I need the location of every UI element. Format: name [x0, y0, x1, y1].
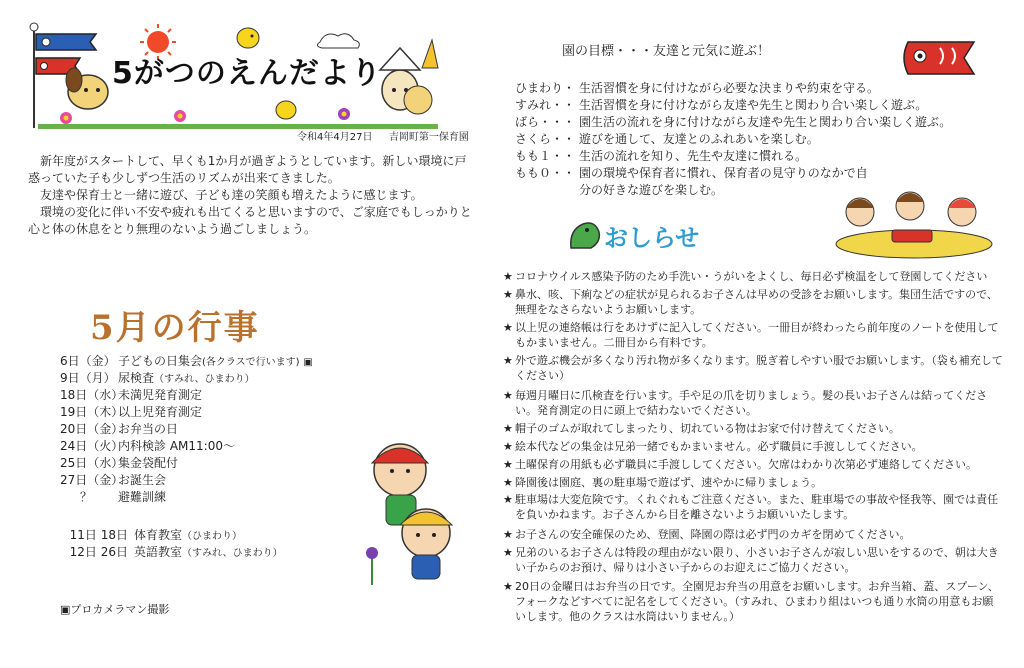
goal-row	[515, 97, 927, 114]
goal-text: 園の環境や保育者に慣れ、保育者の見守りのなかで自分の好きな遊びを楽しむ。	[579, 166, 868, 197]
school-name: 吉岡町第一保育園	[388, 132, 469, 143]
newsletter-title: 5がつのえんだより	[112, 56, 382, 91]
event-date: 25日（水）	[60, 456, 124, 470]
intro-paragraph: 新年度がスタートして、早くも1か月が過ぎようとしています。新しい環境に戸惑っていた子も少しずつ生活のリズムが出来てきました。	[28, 154, 467, 185]
flower-icon	[60, 112, 72, 124]
event-name: 子どもの日集会	[118, 354, 203, 368]
event-note: （すみれ、ひまわり）	[154, 374, 255, 385]
issue-date: 令和4年4月27日	[297, 132, 373, 143]
chick-icon	[276, 101, 296, 119]
goal-class: もも１・・	[515, 149, 576, 163]
event-row	[60, 369, 255, 386]
event-date: 27日（金）	[60, 473, 124, 487]
event-name: 内科検診 AM11:00～	[118, 439, 235, 453]
star-bullet-icon: ★	[503, 476, 513, 489]
dog-icon	[66, 68, 108, 109]
goal-heading: 園の目標・・・友達と元気に遊ぶ！	[562, 44, 771, 59]
star-bullet-icon: ★	[503, 321, 513, 334]
star-bullet-icon: ★	[503, 528, 513, 541]
star-bullet-icon: ★	[503, 270, 513, 283]
event-note: （ひまわり）	[182, 531, 243, 542]
camera-icon: ▣	[303, 357, 313, 368]
child-icon	[896, 192, 924, 220]
goal-row	[515, 131, 819, 148]
event-name: 未満児発育測定	[118, 388, 203, 402]
event-date: 12日 26日	[69, 545, 128, 559]
notice-item: ★ 毎週月曜日に爪検査を行います。手や足の爪を切りましょう。髪の長いお子さんは結ってください。発育測定の日に頭上で結わないでください。	[503, 389, 988, 417]
koinobori-icon	[904, 42, 974, 74]
goal-text: 生活習慣を身に付けながら友達や先生と関わり合い楽しく遊ぶ。	[579, 98, 928, 112]
event-row	[60, 488, 166, 505]
star-bullet-icon: ★	[503, 440, 513, 453]
notice-item: ★ 以上児の連絡帳は行をあけずに記入してください。一冊目が終わったら前年度のノートを使用してもかまいません。二冊目から有料です。	[503, 321, 999, 349]
event-date: 18日（水）	[60, 388, 124, 402]
photo-note	[60, 601, 169, 617]
event-row	[60, 526, 242, 543]
notice-item: ★ 土曜保育の用紙も必ず職員に手渡ししてください。欠席はわかり次第必ず連絡してください。	[503, 458, 977, 471]
camera-icon: ▣	[60, 603, 71, 616]
event-row	[60, 420, 178, 437]
event-date: ？	[79, 490, 92, 504]
goal-row	[515, 114, 951, 131]
goal-text: 生活の流れを知り、先生や友達に慣れる。	[579, 149, 808, 163]
event-name: 体育教室	[134, 528, 183, 542]
star-bullet-icon: ★	[503, 389, 513, 402]
goal-class: ばら・・・	[515, 115, 576, 129]
goal-row	[515, 148, 807, 165]
lunchbox-icon	[892, 230, 932, 242]
event-row	[60, 543, 283, 560]
event-date: 9日（月）	[60, 371, 116, 385]
star-bullet-icon: ★	[503, 580, 513, 593]
child-icon	[948, 198, 976, 226]
event-note: (各クラスで行います)	[202, 357, 300, 368]
notice-item: ★ 20日の金曜日はお弁当の日です。全園児お弁当の用意をお願いします。お弁当箱、蓋、スプーン、フォークなどすべてに記名をしてください。（すみれ、ひまわり組はいつも通り水筒の用意もお願いします。他のクラスは水筒はいりません。）	[503, 580, 999, 623]
event-name: 英語教室	[134, 545, 183, 559]
flower-icon	[174, 110, 186, 122]
notice-item: ★ コロナウイルス感染予防のため手洗い・うがいをよくし、毎日必ず検温をして登園してください	[503, 270, 988, 283]
event-date: 19日（木）	[60, 405, 124, 419]
event-date: 11日 18日	[69, 528, 128, 542]
photo-note-text: プロカメラマン撮影	[70, 603, 170, 616]
flower-icon	[338, 108, 350, 120]
intro-paragraph: 友達や保育士と一緒に遊び、子ども達の笑顔も増えたように感じます。	[40, 188, 423, 202]
kids-kabuto-illustration	[350, 425, 480, 590]
events-heading: 5月の行事	[90, 308, 260, 348]
notice-item: ★ 外で遊ぶ機会が多くなり汚れ物が多くなります。脱ぎ着しやすい服でお願いします。（袋も補充してください）	[503, 354, 1003, 382]
issue-date-line	[297, 128, 469, 143]
chick-icon	[237, 28, 259, 48]
event-row	[60, 352, 313, 369]
cloud-icon	[317, 34, 359, 48]
event-name: 尿検査	[118, 371, 155, 385]
boy-icon	[400, 509, 452, 579]
goal-class: すみれ・・	[515, 98, 576, 112]
event-date: 6日（金）	[60, 354, 116, 368]
goal-text: 園生活の流れを身に付けながら友達や先生と関わり合い楽しく遊ぶ。	[579, 115, 952, 129]
star-bullet-icon: ★	[503, 422, 513, 435]
notice-item: ★ お子さんの安全確保のため、登園、降園の際は必ず門のカギを閉めてください。	[503, 528, 911, 541]
iris-flower-icon	[366, 547, 378, 585]
star-bullet-icon: ★	[503, 354, 513, 367]
star-bullet-icon: ★	[503, 288, 513, 301]
notices-heading: おしらせ	[604, 223, 700, 252]
notice-item: ★ 降園後は園庭、裏の駐車場で遊ばず、速やかに帰りましょう。	[503, 476, 823, 489]
goal-class: ひまわり・	[515, 81, 576, 95]
event-date: 20日（金）	[60, 422, 124, 436]
event-name: 集金袋配付	[118, 456, 179, 470]
goal-text: 遊びを通して、友達とのふれあいを楽しむ。	[579, 132, 819, 146]
star-bullet-icon: ★	[503, 493, 513, 506]
notice-item: ★ 兄弟のいるお子さんは特段の理由がない限り、小さいお子さんが寂しい思いをするので、朝は大きい子からのお預け、帰りは小さい子からのお迎えにご協力ください。	[503, 546, 999, 574]
event-name: お弁当の日	[118, 422, 179, 436]
notice-item: ★ 鼻水、咳、下痢などの症状が見られるお子さんは早めの受診をお願いします。集団生活ですので、無理をなさらないようお願いします。	[503, 288, 998, 316]
goal-text: 生活習慣を身に付けながら必要な決まりや約束を守る。	[579, 81, 880, 95]
notice-item: ★ 帽子のゴムが取れてしまったり、切れている物はお家で付け替えてください。	[503, 422, 900, 435]
event-note: （すみれ、ひまわり）	[182, 548, 283, 559]
goal-class: さくら・・	[515, 132, 576, 146]
goal-class: もも０・・	[515, 166, 576, 180]
event-row	[60, 386, 202, 403]
event-row	[60, 454, 178, 471]
event-date: 24日（火）	[60, 439, 124, 453]
notice-item: ★ 駐車場は大変危険です。くれぐれもご注意ください。また、駐車場での事故や怪我等、園では責任を負いかねます。お子さんから目を離さないようお願いいたします。	[503, 493, 999, 521]
event-name: 避難訓練	[118, 490, 167, 504]
dinosaur-icon	[565, 212, 605, 254]
event-name: 以上児発育測定	[118, 405, 203, 419]
star-bullet-icon: ★	[503, 546, 513, 559]
event-name: お誕生会	[118, 473, 167, 487]
event-row	[60, 437, 235, 454]
event-row	[60, 471, 166, 488]
intro-paragraph: 環境の変化に伴い不安や疲れも出てくると思いますので、ご家庭でもしっかりと心と体の休息をとり無理のないよう過ごしましょう。	[28, 205, 472, 236]
notice-item: ★ 絵本代などの集金は兄弟一緒でもかまいません。必ず職員に手渡ししてください。	[503, 440, 923, 453]
star-bullet-icon: ★	[503, 458, 513, 471]
child-icon	[846, 198, 874, 226]
intro-text	[28, 153, 478, 238]
koinobori-fish-illustration	[900, 28, 990, 88]
event-row	[60, 403, 202, 420]
goal-row	[515, 80, 879, 97]
picnic-children-illustration	[832, 182, 997, 260]
dog-icon	[404, 86, 432, 114]
